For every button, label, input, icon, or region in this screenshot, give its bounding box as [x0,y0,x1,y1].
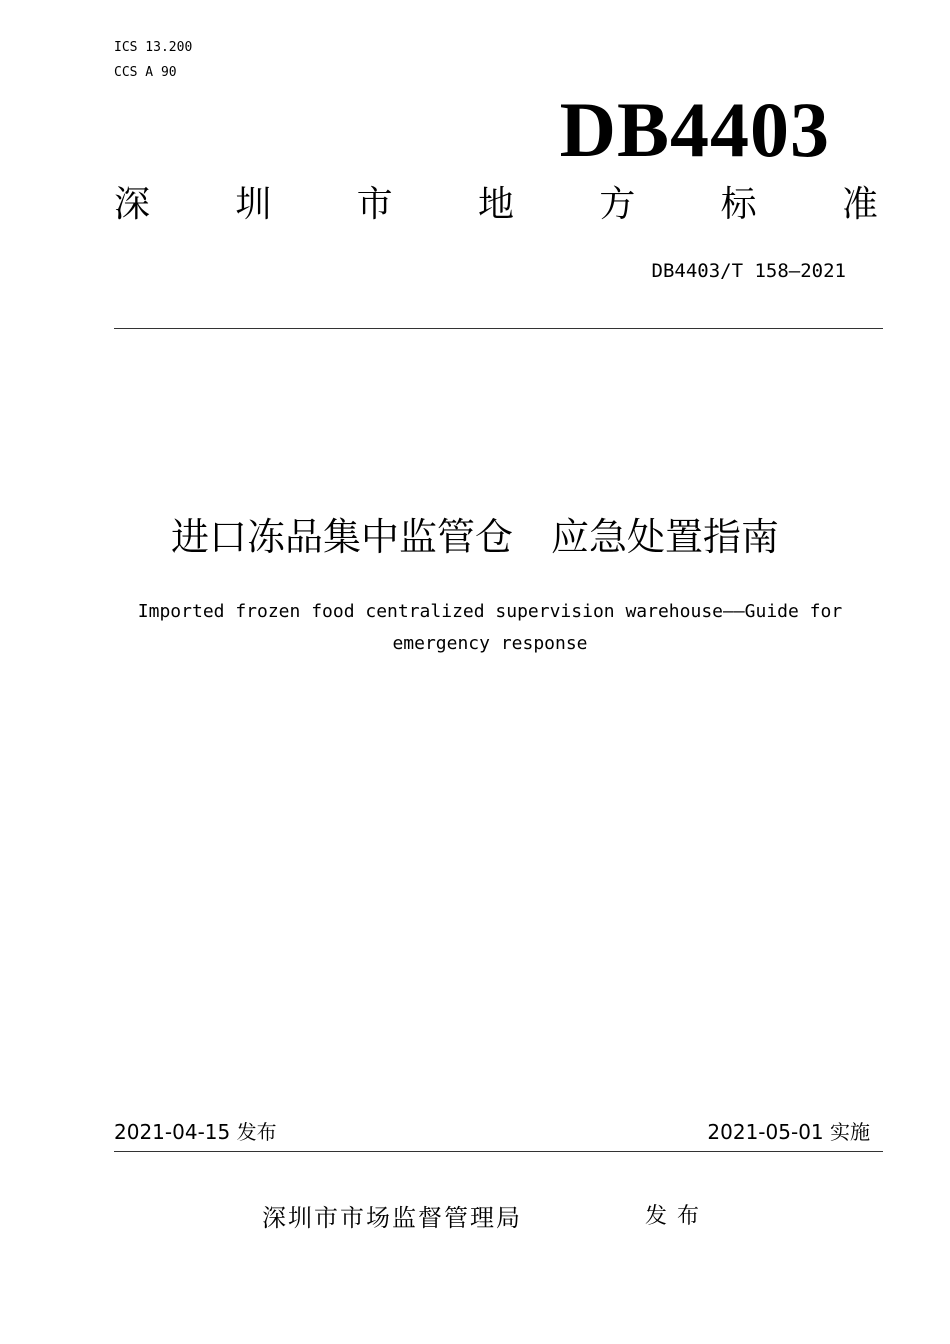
issuer-name: 深圳市市场监督管理局 [262,1204,522,1232]
standard-number: DB4403/T 158—2021 [651,260,846,282]
standard-type-char: 圳 [235,184,272,225]
title-english: Imported frozen food centralized supervision warehouse——Guide for emergency response [137,601,843,654]
issue-action: 发布 [645,1204,710,1229]
standard-type-char: 市 [356,184,393,225]
standard-type-char: 标 [720,184,757,225]
top-divider [114,328,883,329]
standard-logo: DB4403 [559,86,830,173]
standard-type-char: 深 [114,184,151,225]
ccs-code: CCS A 90 [114,65,177,80]
standard-type-char: 方 [599,184,636,225]
implement-date: 2021-05-01 实施 [707,1120,870,1144]
ics-code: ICS 13.200 [114,40,193,55]
standard-type [114,182,878,228]
standard-type-char: 准 [841,184,878,225]
bottom-divider [114,1151,883,1152]
standard-type-char: 地 [477,184,514,225]
publish-date: 2021-04-15 发布 [114,1120,277,1144]
title-chinese: 进口冻品集中监管仓 应急处置指南 [170,515,779,559]
